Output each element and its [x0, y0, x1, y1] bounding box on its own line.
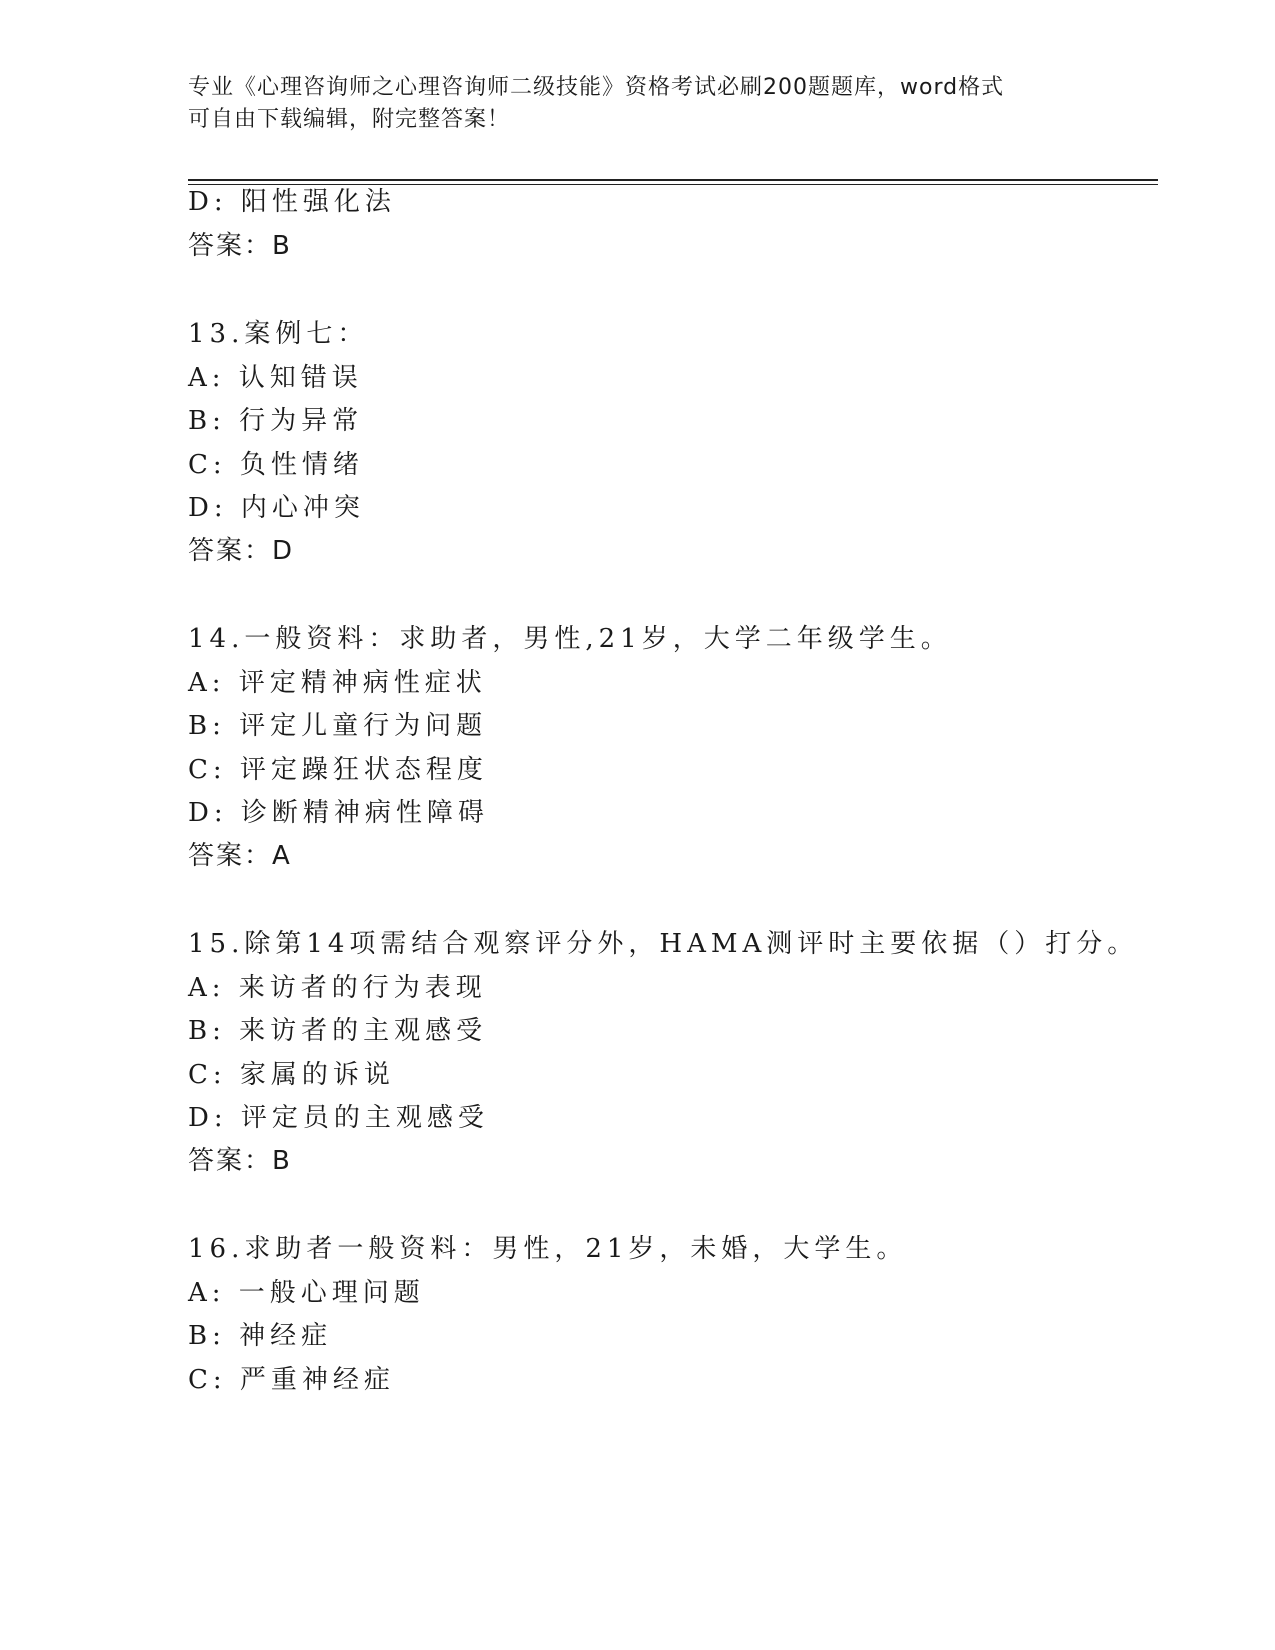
- header-divider-thin: [188, 184, 1158, 185]
- q15-option-c: C: 家属的诉说: [188, 1060, 395, 1090]
- q15-option-b: B: 来访者的主观感受: [188, 1016, 488, 1046]
- q13-question: 13.案例七：: [188, 319, 369, 349]
- q14-answer: 答案：A: [188, 841, 292, 871]
- q14-option-a: A: 评定精神病性症状: [188, 668, 487, 698]
- q15-option-a: A: 来访者的行为表现: [188, 973, 487, 1003]
- document-header: [188, 72, 1068, 136]
- q15-answer: 答案：B: [188, 1146, 292, 1176]
- q14-option-b: B: 评定儿童行为问题: [188, 711, 488, 741]
- q13-option-b: B: 行为异常: [188, 406, 364, 436]
- q16-question: 16.求助者一般资料：男性，21岁，未婚，大学生。: [188, 1234, 908, 1264]
- q13-answer: 答案：D: [188, 536, 295, 566]
- header-line-2: 可自由下载编辑，附完整答案！: [188, 107, 511, 132]
- prev-option-d: D: 阳性强化法: [188, 187, 396, 217]
- q13-option-a: A: 认知错误: [188, 363, 363, 393]
- header-divider: [188, 179, 1158, 181]
- q16-option-c: C: 严重神经症: [188, 1365, 395, 1395]
- q13-option-d: D: 内心冲突: [188, 493, 365, 523]
- q13-option-c: C: 负性情绪: [188, 450, 364, 480]
- q14-option-d: D: 诊断精神病性障碍: [188, 798, 489, 828]
- q16-option-a: A: 一般心理问题: [188, 1278, 425, 1308]
- q14-question: 14.一般资料：求助者，男性,21岁，大学二年级学生。: [188, 624, 952, 654]
- q14-option-c: C: 评定躁狂状态程度: [188, 755, 488, 785]
- q15-question: 15.除第14项需结合观察评分外，HAMA测评时主要依据（）打分。: [188, 929, 1139, 959]
- header-line-1: 专业《心理咨询师之心理咨询师二级技能》资格考试必刷200题题库，word格式: [188, 75, 1005, 100]
- prev-answer: 答案：B: [188, 231, 292, 261]
- q15-option-d: D: 评定员的主观感受: [188, 1103, 489, 1133]
- q16-option-b: B: 神经症: [188, 1321, 333, 1351]
